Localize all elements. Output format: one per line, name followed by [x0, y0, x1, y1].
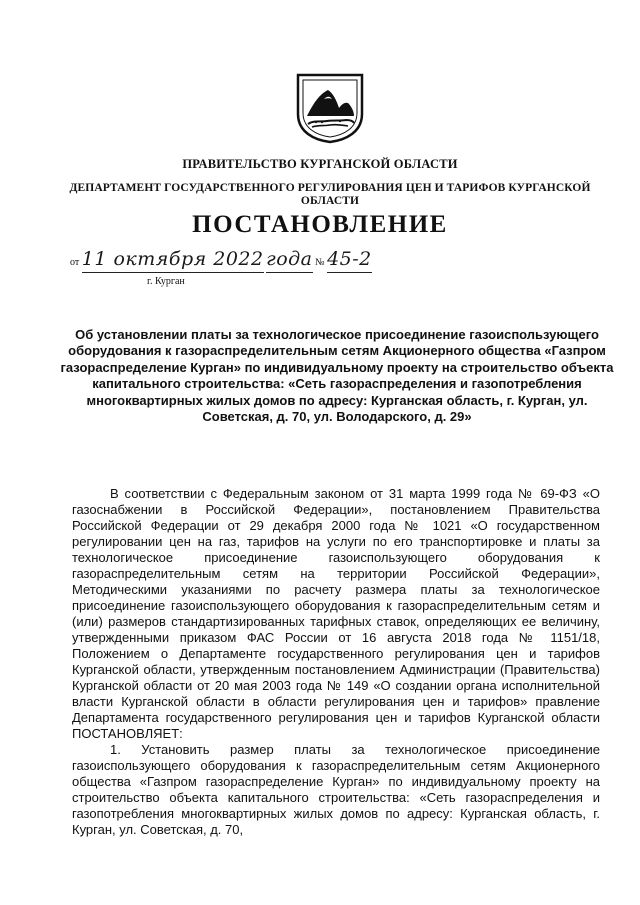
- kurgan-coat-of-arms-icon: [294, 72, 366, 144]
- year-label: года: [266, 248, 313, 270]
- dateline: [70, 250, 372, 273]
- document-type-title: ПОСТАНОВЛЕНИЕ: [192, 211, 448, 238]
- from-label: от: [70, 257, 80, 268]
- document-subject: Об установлении платы за технологическое присоединение газоиспользующего оборудования к газораспределительным сетям Акционерного общества «Газпром газораспределение Курган» по индивидуальному проекту на строительство объекта капитального строительства: «Сеть газораспределения и газопотребления многоквартирных жилых домов по адресу: Курганская область, г. Курган, ул. Советская, д. 70, ул. Володарского, д. 29»: [60, 327, 614, 425]
- government-name: ПРАВИТЕЛЬСТВО КУРГАНСКОЙ ОБЛАСТИ: [182, 157, 458, 171]
- city-label: г. Курган: [147, 276, 185, 287]
- item-1-paragraph: 1. Установить размер платы за технологическое присоединение газоиспользующего оборудования к газораспределительным сетям Акционерного общества «Газпром газораспределение Курган» по индивидуальному проекту на строительство объекта капитального строительства: «Сеть газораспределения и газопотребления многоквартирных жилых домов по адресу: Курганская область, г. Курган, ул. Советская, д. 70,: [72, 742, 600, 837]
- document-body: [72, 486, 600, 838]
- handwritten-number: 45-2: [327, 248, 372, 270]
- number-label: №: [315, 257, 325, 268]
- department-name: ДЕПАРТАМЕНТ ГОСУДАРСТВЕННОГО РЕГУЛИРОВАНИЯ ЦЕН И ТАРИФОВ КУРГАНСКОЙ ОБЛАСТИ: [69, 182, 591, 207]
- handwritten-date: 11 октября 2022: [81, 248, 264, 270]
- preamble-paragraph: В соответствии с Федеральным законом от 31 марта 1999 года № 69-ФЗ «О газоснабжении в Российской Федерации», постановлением Правительства Российской Федерации от 29 декабря 2000 года № 1021 «О государственном регулировании цен на газ, тарифов на услуги по его транспортировке и платы за технологическое присоединение газоиспользующего оборудования к газораспределительным сетям на территории Российской Федерации», Методическими указаниями по расчету размера платы за технологическое присоединение газоиспользующего оборудования к газораспределительным сетям и (или) размеров стандартизированных тарифных ставок, определяющих ее величину, утвержденными приказом ФАС России от 16 августа 2018 года № 1151/18, Положением о Департаменте государственного регулирования цен и тарифов Курганской области, утвержденным постановлением Администрации (Правительства) Курганской области от 20 мая 2003 года № 149 «О создании органа исполнительной власти Курганской области в области регулирования цен и тарифов» правление Департамента государственного регулирования цен и тарифов Курганской области ПОСТАНОВЛЯЕТ:: [72, 486, 600, 741]
